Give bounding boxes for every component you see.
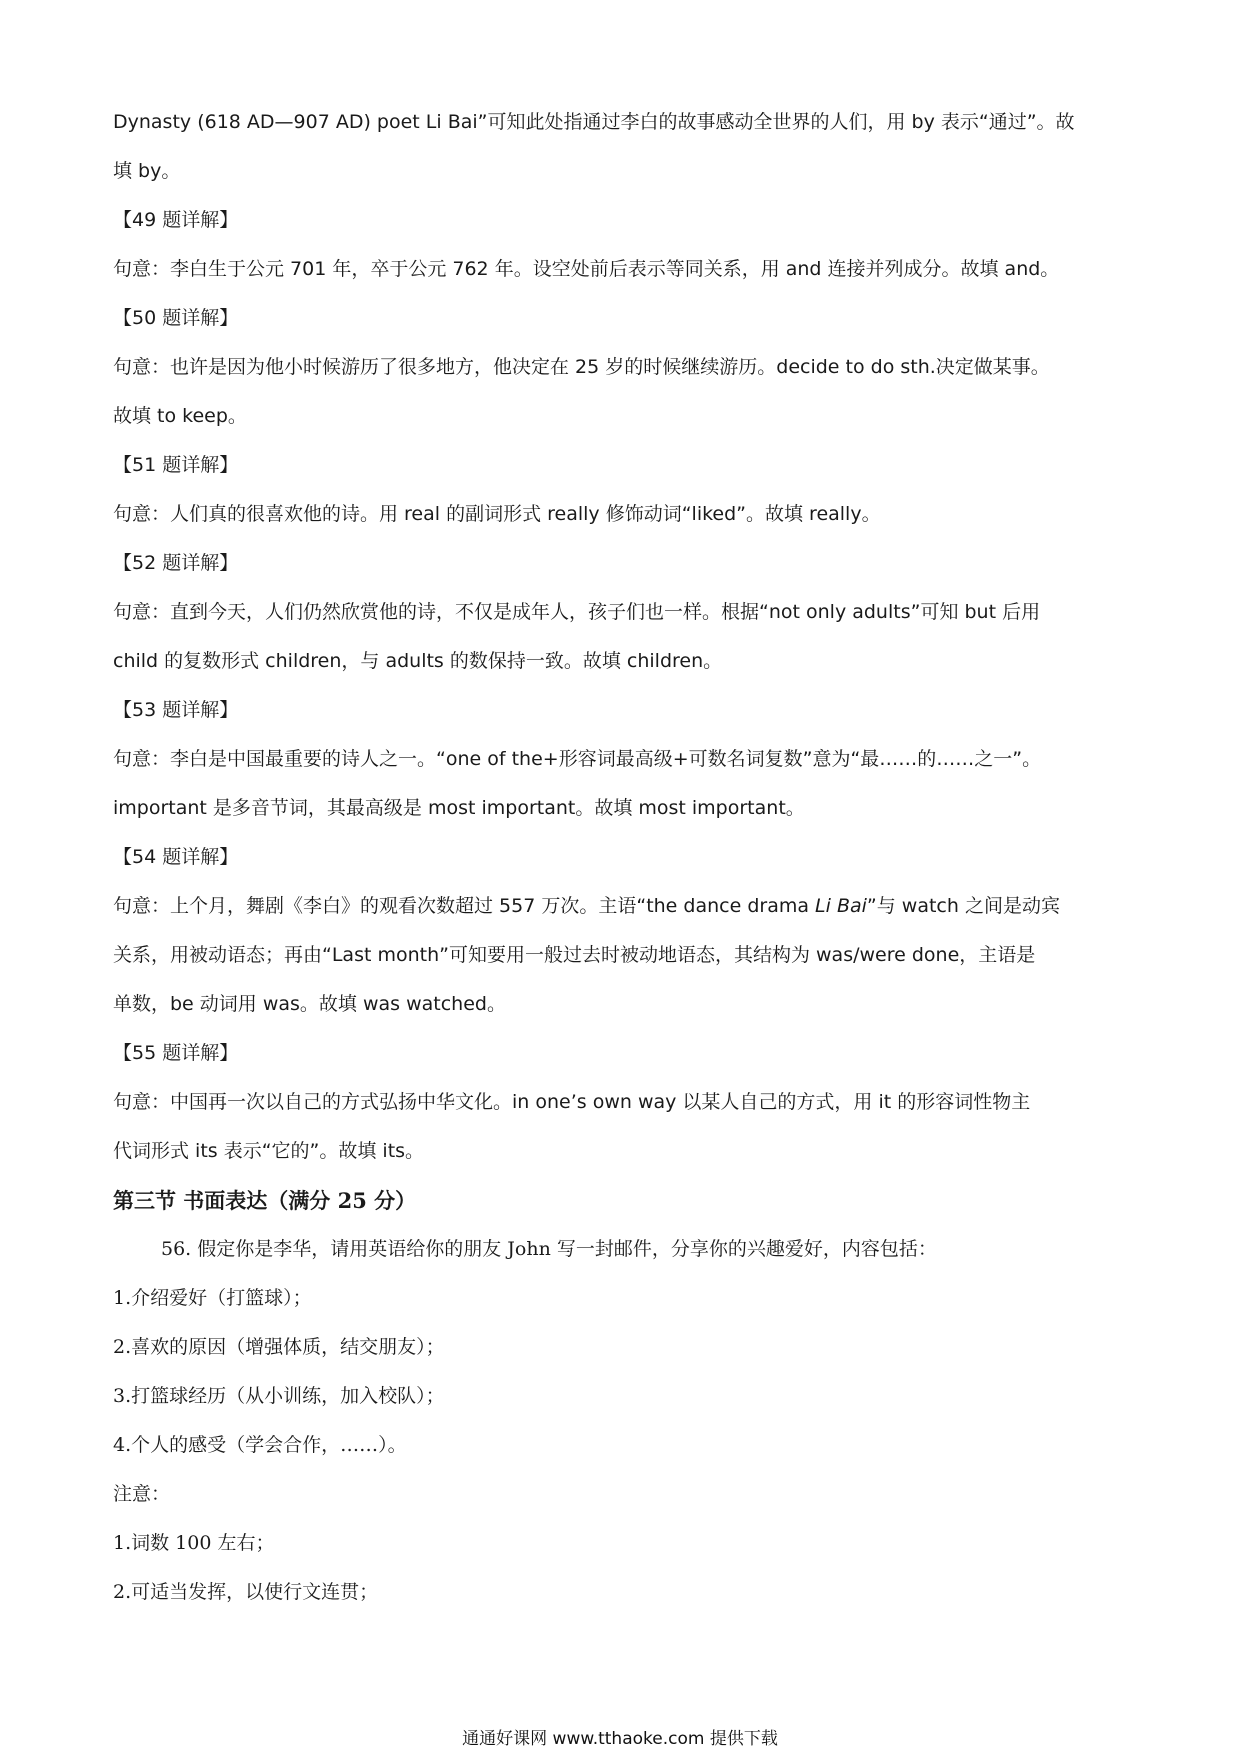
text-line: 句意：人们真的很喜欢他的诗。用 real 的副词形式 really 修饰动词“liked”。故填 really。	[113, 503, 881, 525]
text-segment: ”与 watch 之间是动宾	[866, 895, 1060, 917]
text-line: 代词形式 its 表示“它的”。故填 its。	[113, 1140, 425, 1162]
page-footer: 通通好课网 www.tthaoke.com 提供下载	[462, 1729, 778, 1749]
question-51-heading: 【51 题详解】	[113, 454, 239, 476]
text-line: 句意：李白生于公元 701 年，卒于公元 762 年。设空处前后表示等同关系，用 and 连接并列成分。故填 and。	[113, 258, 1060, 280]
task-prompt: 56. 假定你是李华，请用英语给你的朋友 John 写一封邮件，分享你的兴趣爱好，内容包括：	[161, 1238, 937, 1260]
section-heading: 第三节 书面表达（满分 25 分）	[113, 1188, 417, 1213]
text-line: child 的复数形式 children，与 adults 的数保持一致。故填 children。	[113, 650, 723, 672]
question-52-heading: 【52 题详解】	[113, 552, 239, 574]
question-49-heading: 【49 题详解】	[113, 209, 239, 231]
question-53-heading: 【53 题详解】	[113, 699, 239, 721]
text-line: 句意：直到今天，人们仍然欣赏他的诗，不仅是成年人，孩子们也一样。根据“not only adults”可知 but 后用	[113, 601, 1041, 623]
notes-label: 注意：	[113, 1483, 171, 1505]
text-line: 句意：中国再一次以自己的方式弘扬中华文化。in one’s own way 以某人自己的方式，用 it 的形容词性物主	[113, 1091, 1031, 1113]
task-item: 2.喜欢的原因（增强体质，结交朋友）；	[113, 1336, 445, 1358]
document-body	[113, 98, 1133, 1617]
italic-title: Li Bai	[815, 895, 867, 917]
note-item: 2.可适当发挥，以使行文连贯；	[113, 1581, 379, 1603]
text-line: 单数，be 动词用 was。故填 was watched。	[113, 993, 506, 1015]
question-54-heading: 【54 题详解】	[113, 846, 239, 868]
text-line	[113, 882, 1133, 931]
text-line: important 是多音节词，其最高级是 most important。故填 most important。	[113, 797, 805, 819]
task-item: 4.个人的感受（学会合作，……）。	[113, 1434, 407, 1456]
task-item: 1.介绍爱好（打篮球）；	[113, 1287, 312, 1309]
text-line: 故填 to keep。	[113, 405, 247, 427]
text-line: 句意：李白是中国最重要的诗人之一。“one of the+形容词最高级+可数名词复数”意为“最……的……之一”。	[113, 748, 1042, 770]
text-line: Dynasty (618 AD—907 AD) poet Li Bai”可知此处指通过李白的故事感动全世界的人们，用 by 表示“通过”。故	[113, 111, 1075, 133]
text-line: 填 by。	[113, 160, 181, 182]
question-55-heading: 【55 题详解】	[113, 1042, 239, 1064]
task-item: 3.打篮球经历（从小训练，加入校队）；	[113, 1385, 445, 1407]
text-segment: 句意：上个月，舞剧《李白》的观看次数超过 557 万次。主语“the dance drama	[113, 895, 816, 917]
text-line: 关系，用被动语态；再由“Last month”可知要用一般过去时被动地语态，其结构为 was/were done，主语是	[113, 944, 1036, 966]
note-item: 1.词数 100 左右；	[113, 1532, 275, 1554]
text-line: 句意：也许是因为他小时候游历了很多地方，他决定在 25 岁的时候继续游历。decide to do sth.决定做某事。	[113, 356, 1050, 378]
question-50-heading: 【50 题详解】	[113, 307, 239, 329]
